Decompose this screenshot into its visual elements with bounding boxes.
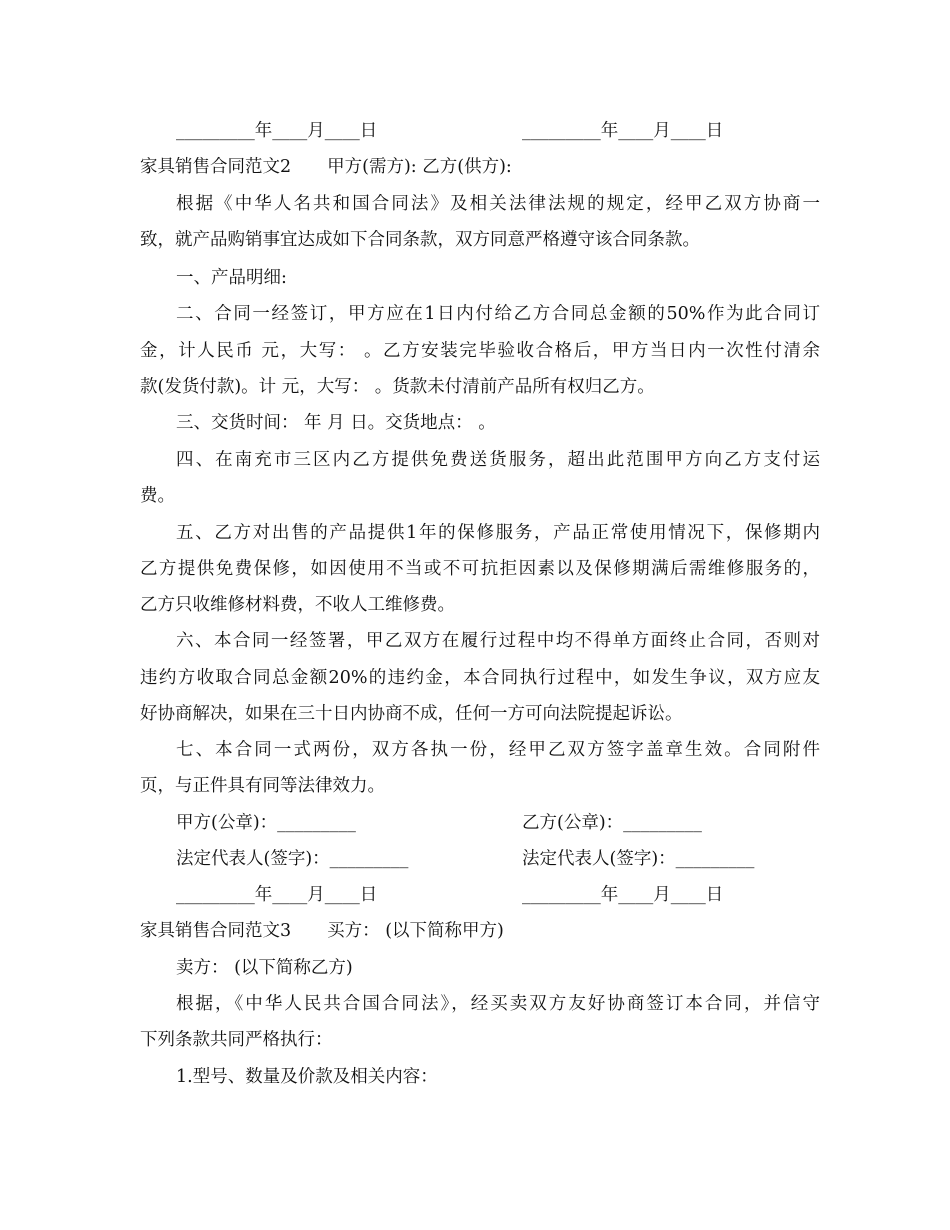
clause-6-line: 好协商解决，如果在三十日内协商不成，任何一方可向法院提起诉讼。 <box>140 704 683 724</box>
party-a-representative-line: 法定代表人(签字)：_________ <box>176 849 409 869</box>
clause-1: 一、产品明细: <box>176 268 287 288</box>
clause-5-line: 五、乙方对出售的产品提供1年的保修服务，产品正常使用情况下，保修期内 <box>176 523 820 543</box>
paragraph-line: 致，就产品购销事宜达成如下合同条款，双方同意严格遵守该合同条款。 <box>140 230 700 250</box>
clause-2-line: 二、合同一经签订，甲方应在1日内付给乙方合同总金额的50%作为此合同订 <box>176 304 820 324</box>
clause-3: 三、交货时间： 年 月 日。交货地点： 。 <box>176 413 496 433</box>
parties-text: 甲方(需方): 乙方(供方): <box>327 157 512 177</box>
paragraph-line: 根据《中华人名共和国合同法》及相关法律法规的规定，经甲乙双方协商一 <box>176 194 820 214</box>
clause-4-line: 费。 <box>140 486 175 506</box>
clause-4-line: 四、在南充市三区内乙方提供免费送货服务，超出此范围甲方向乙方支付运 <box>176 450 820 470</box>
date-line-party-a: _________年____月____日 <box>176 121 378 141</box>
party-b-representative-line: 法定代表人(签字)：_________ <box>522 849 755 869</box>
section-heading-contract-3 <box>140 913 820 949</box>
basis-paragraph-line: 下列条款共同严格执行： <box>140 1030 333 1050</box>
item-1: 1.型号、数量及价款及相关内容： <box>176 1067 438 1087</box>
clause-5-line: 乙方提供免费保修，如因使用不当或不可抗拒因素以及保修期满后需维修服务的， <box>140 559 820 579</box>
buyer-text: 买方： (以下简称甲方) <box>327 921 504 941</box>
clause-6-line: 违约方收取合同总金额20%的违约金，本合同执行过程中，如发生争议，双方应友 <box>140 668 820 688</box>
party-a-seal-line: 甲方(公章)：_________ <box>176 813 356 833</box>
clause-7-line: 页，与正件具有同等法律效力。 <box>140 776 385 796</box>
date-line-party-b: _________年____月____日 <box>522 121 724 141</box>
clause-5-line: 乙方只收维修材料费，不收人工维修费。 <box>140 595 455 615</box>
clause-2-line: 金，计人民币 元，大写： 。乙方安装完毕验收合格后，甲方当日内一次性付清余 <box>140 341 820 361</box>
section-heading-contract-2 <box>140 149 820 185</box>
seller-line: 卖方： (以下简称乙方) <box>176 958 353 978</box>
clause-7-line: 七、本合同一式两份，双方各执一份，经甲乙双方签字盖章生效。合同附件 <box>176 740 820 760</box>
section-title: 家具销售合同范文3 <box>140 921 292 941</box>
clause-6-line: 六、本合同一经签署，甲乙双方在履行过程中均不得单方面终止合同，否则对 <box>176 631 820 651</box>
basis-paragraph-line: 根据，《中华人民共合国合同法》，经买卖双方友好协商签订本合同，并信守 <box>176 994 820 1014</box>
date-line-party-b: _________年____月____日 <box>522 885 724 905</box>
clause-2-line: 款(发货付款)。计 元，大写： 。货款未付清前产品所有权归乙方。 <box>140 377 655 397</box>
section-title: 家具销售合同范文2 <box>140 157 292 177</box>
party-b-seal-line: 乙方(公章)：_________ <box>522 813 702 833</box>
date-line-party-a: _________年____月____日 <box>176 885 378 905</box>
